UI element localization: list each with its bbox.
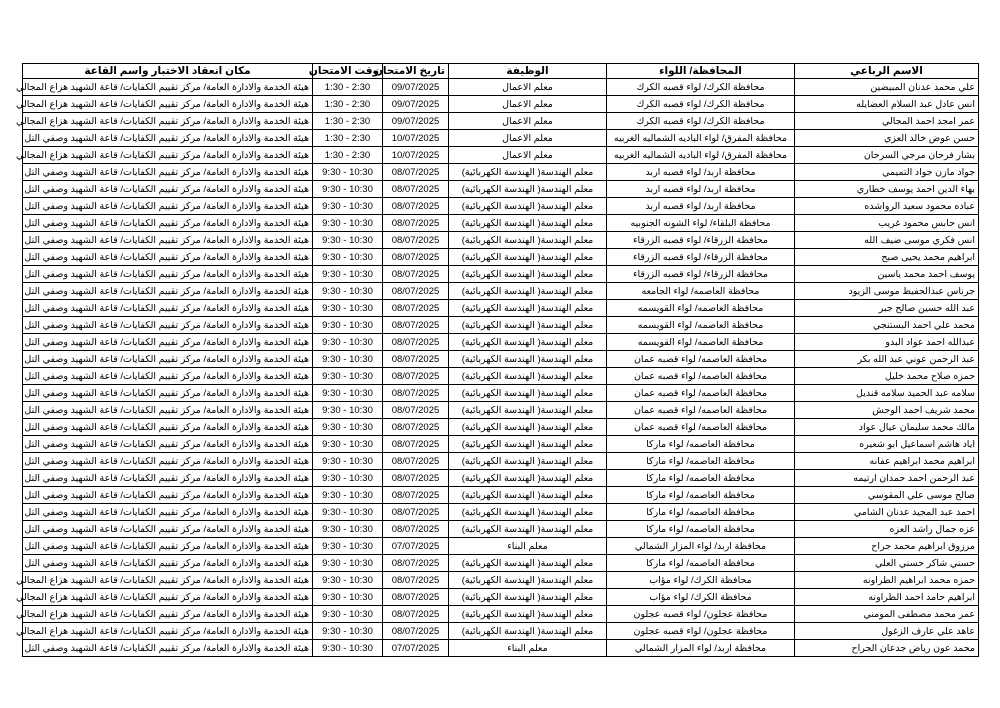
cell-date: 08/07/2025 bbox=[383, 487, 449, 504]
cell-name: حسني شاكر حسني العلي bbox=[795, 555, 979, 572]
table-row bbox=[23, 317, 979, 334]
cell-time: 9:30 - 10:30 bbox=[313, 521, 383, 538]
cell-governorate: محافظة العاصمه/ لواء ماركا bbox=[607, 487, 795, 504]
cell-name: مالك محمد سليمان عيال عواد bbox=[795, 419, 979, 436]
cell-date: 08/07/2025 bbox=[383, 385, 449, 402]
cell-place: هيئة الخدمة والادارة العامة/ مركز تقييم الكفايات/ قاعة الشهيد وصفي التل bbox=[23, 164, 313, 181]
table-row bbox=[23, 402, 979, 419]
cell-job: معلم الهندسة( الهندسة الكهربائية) bbox=[449, 317, 607, 334]
cell-name: ابراهيم محمد يحيى صبح bbox=[795, 249, 979, 266]
cell-date: 07/07/2025 bbox=[383, 538, 449, 555]
cell-governorate: محافظة العاصمه/ لواء ماركا bbox=[607, 470, 795, 487]
cell-name: انس عادل عبد السلام العضايله bbox=[795, 96, 979, 113]
cell-place: هيئة الخدمة والادارة العامة/ مركز تقييم الكفايات/ قاعة الشهيد وصفي التل bbox=[23, 538, 313, 555]
cell-date: 08/07/2025 bbox=[383, 436, 449, 453]
cell-time: 9:30 - 10:30 bbox=[313, 436, 383, 453]
cell-name: ابراهيم حامد احمد الطراونه bbox=[795, 589, 979, 606]
cell-job: معلم الاعمال bbox=[449, 113, 607, 130]
table-row bbox=[23, 555, 979, 572]
cell-place: هيئة الخدمة والادارة العامة/ مركز تقييم الكفايات/ قاعة الشهيد وصفي التل bbox=[23, 521, 313, 538]
cell-place: هيئة الخدمة والادارة العامة/ مركز تقييم الكفايات/ قاعة الشهيد وصفي التل bbox=[23, 232, 313, 249]
cell-job: معلم الهندسة( الهندسة الكهربائية) bbox=[449, 232, 607, 249]
cell-governorate: محافظة العاصمه/ لواء قصبه عمان bbox=[607, 368, 795, 385]
cell-name: عبدالله احمد عواد البدو bbox=[795, 334, 979, 351]
table-row bbox=[23, 572, 979, 589]
header-job: الوظيفة bbox=[449, 64, 607, 79]
cell-name: محمد علي احمد البستنجي bbox=[795, 317, 979, 334]
cell-place: هيئة الخدمة والادارة العامة/ مركز تقييم الكفايات/ قاعة الشهيد وصفي التل bbox=[23, 436, 313, 453]
cell-date: 08/07/2025 bbox=[383, 249, 449, 266]
cell-place: هيئة الخدمة والادارة العامة/ مركز تقييم الكفايات/ قاعة الشهيد هزاع المجالي bbox=[23, 113, 313, 130]
cell-job: معلم البناء bbox=[449, 640, 607, 657]
cell-place: هيئة الخدمة والادارة العامة/ مركز تقييم الكفايات/ قاعة الشهيد هزاع المجالي bbox=[23, 589, 313, 606]
cell-date: 08/07/2025 bbox=[383, 266, 449, 283]
cell-date: 08/07/2025 bbox=[383, 623, 449, 640]
header-date: تاريخ الامتحان bbox=[383, 64, 449, 79]
cell-date: 10/07/2025 bbox=[383, 130, 449, 147]
cell-time: 9:30 - 10:30 bbox=[313, 334, 383, 351]
cell-time: 9:30 - 10:30 bbox=[313, 283, 383, 300]
table-row bbox=[23, 640, 979, 657]
cell-time: 9:30 - 10:30 bbox=[313, 606, 383, 623]
cell-job: معلم الهندسة( الهندسة الكهربائية) bbox=[449, 198, 607, 215]
cell-name: انس حابس محمود غريب bbox=[795, 215, 979, 232]
table-row bbox=[23, 198, 979, 215]
cell-governorate: محافظة العاصمه/ لواء ماركا bbox=[607, 436, 795, 453]
cell-job: معلم الهندسة( الهندسة الكهربائية) bbox=[449, 215, 607, 232]
cell-job: معلم الهندسة( الهندسة الكهربائية) bbox=[449, 334, 607, 351]
cell-time: 9:30 - 10:30 bbox=[313, 385, 383, 402]
cell-date: 08/07/2025 bbox=[383, 334, 449, 351]
cell-job: معلم الهندسة( الهندسة الكهربائية) bbox=[449, 164, 607, 181]
table-row bbox=[23, 453, 979, 470]
cell-name: احمد عبد المجيد عدنان الشامي bbox=[795, 504, 979, 521]
cell-time: 9:30 - 10:30 bbox=[313, 249, 383, 266]
table-row bbox=[23, 334, 979, 351]
cell-time: 1:30 - 2:30 bbox=[313, 113, 383, 130]
cell-time: 9:30 - 10:30 bbox=[313, 623, 383, 640]
cell-name: يوسف احمد محمد ياسين bbox=[795, 266, 979, 283]
cell-governorate: محافظة الزرقاء/ لواء قصبه الزرقاء bbox=[607, 266, 795, 283]
cell-place: هيئة الخدمة والادارة العامة/ مركز تقييم الكفايات/ قاعة الشهيد وصفي التل bbox=[23, 283, 313, 300]
cell-job: معلم الهندسة( الهندسة الكهربائية) bbox=[449, 419, 607, 436]
cell-governorate: محافظة العاصمه/ لواء قصبه عمان bbox=[607, 402, 795, 419]
cell-date: 08/07/2025 bbox=[383, 504, 449, 521]
cell-time: 9:30 - 10:30 bbox=[313, 538, 383, 555]
cell-governorate: محافظة الكرك/ لواء قصبه الكرك bbox=[607, 96, 795, 113]
cell-place: هيئة الخدمة والادارة العامة/ مركز تقييم الكفايات/ قاعة الشهيد وصفي التل bbox=[23, 300, 313, 317]
cell-time: 9:30 - 10:30 bbox=[313, 504, 383, 521]
cell-name: ابراهيم محمد ابراهيم عفانه bbox=[795, 453, 979, 470]
cell-date: 08/07/2025 bbox=[383, 198, 449, 215]
cell-date: 08/07/2025 bbox=[383, 164, 449, 181]
cell-place: هيئة الخدمة والادارة العامة/ مركز تقييم الكفايات/ قاعة الشهيد وصفي التل bbox=[23, 181, 313, 198]
cell-time: 9:30 - 10:30 bbox=[313, 640, 383, 657]
cell-date: 07/07/2025 bbox=[383, 640, 449, 657]
cell-job: معلم البناء bbox=[449, 538, 607, 555]
cell-time: 9:30 - 10:30 bbox=[313, 215, 383, 232]
table-row bbox=[23, 351, 979, 368]
cell-job: معلم الهندسة( الهندسة الكهربائية) bbox=[449, 555, 607, 572]
cell-time: 9:30 - 10:30 bbox=[313, 589, 383, 606]
cell-time: 1:30 - 2:30 bbox=[313, 130, 383, 147]
cell-time: 9:30 - 10:30 bbox=[313, 198, 383, 215]
cell-name: محمد عون رياض جدعان الجراح bbox=[795, 640, 979, 657]
cell-date: 08/07/2025 bbox=[383, 300, 449, 317]
cell-time: 1:30 - 2:30 bbox=[313, 147, 383, 164]
cell-date: 10/07/2025 bbox=[383, 147, 449, 164]
table-row bbox=[23, 147, 979, 164]
cell-time: 9:30 - 10:30 bbox=[313, 419, 383, 436]
cell-name: انس فكري موسى ضيف الله bbox=[795, 232, 979, 249]
cell-place: هيئة الخدمة والادارة العامة/ مركز تقييم الكفايات/ قاعة الشهيد هزاع المجالي bbox=[23, 147, 313, 164]
table-row bbox=[23, 504, 979, 521]
cell-time: 9:30 - 10:30 bbox=[313, 453, 383, 470]
cell-date: 09/07/2025 bbox=[383, 96, 449, 113]
cell-date: 09/07/2025 bbox=[383, 113, 449, 130]
cell-job: معلم الهندسة( الهندسة الكهربائية) bbox=[449, 521, 607, 538]
cell-governorate: محافظة العاصمه/ لواء القويسمه bbox=[607, 300, 795, 317]
header-row bbox=[23, 64, 979, 79]
cell-time: 9:30 - 10:30 bbox=[313, 181, 383, 198]
cell-name: عمر امجد احمد المجالي bbox=[795, 113, 979, 130]
cell-job: معلم الاعمال bbox=[449, 96, 607, 113]
cell-name: بشار فرحان مرجي السرحان bbox=[795, 147, 979, 164]
cell-time: 1:30 - 2:30 bbox=[313, 96, 383, 113]
cell-place: هيئة الخدمة والادارة العامة/ مركز تقييم الكفايات/ قاعة الشهيد وصفي التل bbox=[23, 487, 313, 504]
cell-time: 9:30 - 10:30 bbox=[313, 351, 383, 368]
cell-job: معلم الهندسة( الهندسة الكهربائية) bbox=[449, 504, 607, 521]
table-body bbox=[15, 79, 979, 657]
header-time: وقت الامتحان bbox=[313, 64, 383, 79]
cell-date: 08/07/2025 bbox=[383, 232, 449, 249]
cell-date: 08/07/2025 bbox=[383, 453, 449, 470]
cell-date: 08/07/2025 bbox=[383, 555, 449, 572]
cell-date: 08/07/2025 bbox=[383, 470, 449, 487]
table-row bbox=[23, 300, 979, 317]
cell-name: صالح موسى علي المقوسي bbox=[795, 487, 979, 504]
table-row bbox=[23, 538, 979, 555]
cell-place: هيئة الخدمة والادارة العامة/ مركز تقييم الكفايات/ قاعة الشهيد وصفي التل bbox=[23, 385, 313, 402]
table-row bbox=[23, 79, 979, 96]
cell-place: هيئة الخدمة والادارة العامة/ مركز تقييم الكفايات/ قاعة الشهيد وصفي التل bbox=[23, 402, 313, 419]
cell-job: معلم الهندسة( الهندسة الكهربائية) bbox=[449, 351, 607, 368]
cell-governorate: محافظة اربد/ لواء قصبه اربد bbox=[607, 181, 795, 198]
cell-place: هيئة الخدمة والادارة العامة/ مركز تقييم الكفايات/ قاعة الشهيد وصفي التل bbox=[23, 555, 313, 572]
cell-date: 08/07/2025 bbox=[383, 215, 449, 232]
cell-time: 9:30 - 10:30 bbox=[313, 232, 383, 249]
cell-governorate: محافظة اربد/ لواء قصبه اربد bbox=[607, 198, 795, 215]
cell-name: جواد مازن جواد التميمي bbox=[795, 164, 979, 181]
cell-place: هيئة الخدمة والادارة العامة/ مركز تقييم الكفايات/ قاعة الشهيد وصفي التل bbox=[23, 368, 313, 385]
cell-place: هيئة الخدمة والادارة العامة/ مركز تقييم الكفايات/ قاعة الشهيد هزاع المجالي bbox=[23, 623, 313, 640]
cell-name: عبد الله حسين صالح جبر bbox=[795, 300, 979, 317]
cell-place: هيئة الخدمة والادارة العامة/ مركز تقييم الكفايات/ قاعة الشهيد هزاع المجالي bbox=[23, 96, 313, 113]
cell-governorate: محافظة اربد/ لواء المزار الشمالي bbox=[607, 538, 795, 555]
table-row bbox=[23, 368, 979, 385]
cell-governorate: محافظة العاصمه/ لواء ماركا bbox=[607, 453, 795, 470]
cell-governorate: محافظة العاصمه/ لواء قصبه عمان bbox=[607, 351, 795, 368]
cell-name: عبد الرحمن عوني عبد الله بكر bbox=[795, 351, 979, 368]
cell-date: 08/07/2025 bbox=[383, 283, 449, 300]
table-row bbox=[23, 96, 979, 113]
cell-job: معلم الهندسة( الهندسة الكهربائية) bbox=[449, 266, 607, 283]
cell-place: هيئة الخدمة والادارة العامة/ مركز تقييم الكفايات/ قاعة الشهيد هزاع المجالي bbox=[23, 606, 313, 623]
cell-governorate: محافظة العاصمه/ لواء قصبه عمان bbox=[607, 385, 795, 402]
cell-governorate: محافظة العاصمه/ لواء القويسمه bbox=[607, 317, 795, 334]
cell-place: هيئة الخدمة والادارة العامة/ مركز تقييم الكفايات/ قاعة الشهيد هزاع المجالي bbox=[23, 79, 313, 96]
cell-name: عزه جمال راشد العزه bbox=[795, 521, 979, 538]
cell-place: هيئة الخدمة والادارة العامة/ مركز تقييم الكفايات/ قاعة الشهيد وصفي التل bbox=[23, 317, 313, 334]
cell-time: 9:30 - 10:30 bbox=[313, 402, 383, 419]
table-row bbox=[23, 521, 979, 538]
cell-name: سلامه عبد الحميد سلامه قنديل bbox=[795, 385, 979, 402]
cell-place: هيئة الخدمة والادارة العامة/ مركز تقييم الكفايات/ قاعة الشهيد وصفي التل bbox=[23, 198, 313, 215]
header-place: مكان انعقاد الاختبار واسم القاعة bbox=[23, 64, 313, 79]
table-row bbox=[23, 419, 979, 436]
cell-place: هيئة الخدمة والادارة العامة/ مركز تقييم الكفايات/ قاعة الشهيد وصفي التل bbox=[23, 266, 313, 283]
cell-date: 08/07/2025 bbox=[383, 572, 449, 589]
cell-date: 08/07/2025 bbox=[383, 419, 449, 436]
cell-governorate: محافظة المفرق/ لواء الباديه الشماليه الغربيه bbox=[607, 147, 795, 164]
cell-place: هيئة الخدمة والادارة العامة/ مركز تقييم الكفايات/ قاعة الشهيد وصفي التل bbox=[23, 640, 313, 657]
cell-date: 08/07/2025 bbox=[383, 589, 449, 606]
cell-job: معلم الهندسة( الهندسة الكهربائية) bbox=[449, 300, 607, 317]
cell-governorate: محافظة الكرك/ لواء مؤاب bbox=[607, 572, 795, 589]
cell-job: معلم الهندسة( الهندسة الكهربائية) bbox=[449, 589, 607, 606]
header-governorate: المحافظة/ اللواء bbox=[607, 64, 795, 79]
cell-job: معلم الهندسة( الهندسة الكهربائية) bbox=[449, 453, 607, 470]
exam-schedule-table bbox=[15, 63, 979, 657]
cell-name: حمزه صلاح محمد خليل bbox=[795, 368, 979, 385]
cell-name: عمر محمد مصطفى المومني bbox=[795, 606, 979, 623]
cell-date: 08/07/2025 bbox=[383, 351, 449, 368]
table-row bbox=[23, 436, 979, 453]
table-row bbox=[23, 249, 979, 266]
cell-date: 09/07/2025 bbox=[383, 79, 449, 96]
table-row bbox=[23, 232, 979, 249]
cell-place: هيئة الخدمة والادارة العامة/ مركز تقييم الكفايات/ قاعة الشهيد هزاع المجالي bbox=[23, 572, 313, 589]
cell-place: هيئة الخدمة والادارة العامة/ مركز تقييم الكفايات/ قاعة الشهيد وصفي التل bbox=[23, 334, 313, 351]
cell-name: محمد شريف احمد الوحش bbox=[795, 402, 979, 419]
cell-name: حمزه محمد ابراهيم الطراونه bbox=[795, 572, 979, 589]
cell-place: هيئة الخدمة والادارة العامة/ مركز تقييم الكفايات/ قاعة الشهيد وصفي التل bbox=[23, 215, 313, 232]
cell-name: علي محمد عدنان المبيضين bbox=[795, 79, 979, 96]
cell-place: هيئة الخدمة والادارة العامة/ مركز تقييم الكفايات/ قاعة الشهيد وصفي التل bbox=[23, 504, 313, 521]
cell-job: معلم الهندسة( الهندسة الكهربائية) bbox=[449, 249, 607, 266]
cell-governorate: محافظة البلقاء/ لواء الشونه الجنوبيه bbox=[607, 215, 795, 232]
cell-time: 9:30 - 10:30 bbox=[313, 555, 383, 572]
table-header bbox=[23, 64, 979, 79]
cell-job: معلم الهندسة( الهندسة الكهربائية) bbox=[449, 402, 607, 419]
table-row bbox=[23, 130, 979, 147]
cell-job: معلم الهندسة( الهندسة الكهربائية) bbox=[449, 181, 607, 198]
cell-governorate: محافظة عجلون/ لواء قصبه عجلون bbox=[607, 623, 795, 640]
cell-governorate: محافظة العاصمه/ لواء ماركا bbox=[607, 521, 795, 538]
cell-place: هيئة الخدمة والادارة العامة/ مركز تقييم الكفايات/ قاعة الشهيد وصفي التل bbox=[23, 249, 313, 266]
cell-job: معلم الهندسة( الهندسة الكهربائية) bbox=[449, 436, 607, 453]
cell-name: اياد هاشم اسماعيل ابو شعيره bbox=[795, 436, 979, 453]
table-row bbox=[23, 606, 979, 623]
cell-name: عبد الرحمن احمد حمدان ارتيمه bbox=[795, 470, 979, 487]
cell-governorate: محافظة العاصمه/ لواء ماركا bbox=[607, 555, 795, 572]
cell-date: 08/07/2025 bbox=[383, 606, 449, 623]
cell-job: معلم الاعمال bbox=[449, 130, 607, 147]
cell-place: هيئة الخدمة والادارة العامة/ مركز تقييم الكفايات/ قاعة الشهيد وصفي التل bbox=[23, 419, 313, 436]
cell-name: عباده محمود سعيد الرواشده bbox=[795, 198, 979, 215]
cell-governorate: محافظة الكرك/ لواء قصبه الكرك bbox=[607, 79, 795, 96]
cell-governorate: محافظة اربد/ لواء قصبه اربد bbox=[607, 164, 795, 181]
cell-job: معلم الهندسة( الهندسة الكهربائية) bbox=[449, 606, 607, 623]
cell-time: 9:30 - 10:30 bbox=[313, 300, 383, 317]
cell-date: 08/07/2025 bbox=[383, 521, 449, 538]
cell-time: 9:30 - 10:30 bbox=[313, 266, 383, 283]
table-row bbox=[23, 589, 979, 606]
cell-governorate: محافظة اربد/ لواء المزار الشمالي bbox=[607, 640, 795, 657]
cell-governorate: محافظة العاصمه/ لواء قصبه عمان bbox=[607, 419, 795, 436]
cell-job: معلم الاعمال bbox=[449, 79, 607, 96]
cell-job: معلم الهندسة( الهندسة الكهربائية) bbox=[449, 572, 607, 589]
cell-place: هيئة الخدمة والادارة العامة/ مركز تقييم الكفايات/ قاعة الشهيد وصفي التل bbox=[23, 351, 313, 368]
cell-place: هيئة الخدمة والادارة العامة/ مركز تقييم الكفايات/ قاعة الشهيد وصفي التل bbox=[23, 470, 313, 487]
table-row bbox=[23, 487, 979, 504]
cell-governorate: محافظة عجلون/ لواء قصبه عجلون bbox=[607, 606, 795, 623]
header-name: الاسم الرباعي bbox=[795, 64, 979, 79]
cell-governorate: محافظة الزرقاء/ لواء قصبه الزرقاء bbox=[607, 249, 795, 266]
cell-date: 08/07/2025 bbox=[383, 368, 449, 385]
cell-job: معلم الهندسة( الهندسة الكهربائية) bbox=[449, 283, 607, 300]
cell-time: 9:30 - 10:30 bbox=[313, 487, 383, 504]
cell-date: 08/07/2025 bbox=[383, 317, 449, 334]
cell-job: معلم الهندسة( الهندسة الكهربائية) bbox=[449, 487, 607, 504]
cell-date: 08/07/2025 bbox=[383, 402, 449, 419]
cell-time: 9:30 - 10:30 bbox=[313, 470, 383, 487]
cell-job: معلم الهندسة( الهندسة الكهربائية) bbox=[449, 368, 607, 385]
table-row bbox=[23, 266, 979, 283]
cell-job: معلم الهندسة( الهندسة الكهربائية) bbox=[449, 623, 607, 640]
table-row bbox=[23, 113, 979, 130]
cell-time: 9:30 - 10:30 bbox=[313, 164, 383, 181]
cell-job: معلم الهندسة( الهندسة الكهربائية) bbox=[449, 470, 607, 487]
cell-time: 9:30 - 10:30 bbox=[313, 572, 383, 589]
cell-governorate: محافظة الكرك/ لواء قصبه الكرك bbox=[607, 113, 795, 130]
cell-date: 08/07/2025 bbox=[383, 181, 449, 198]
cell-job: معلم الهندسة( الهندسة الكهربائية) bbox=[449, 385, 607, 402]
table-row bbox=[23, 181, 979, 198]
table-row bbox=[23, 385, 979, 402]
table-row bbox=[23, 283, 979, 300]
table-row bbox=[23, 215, 979, 232]
cell-name: بهاء الدين احمد يوسف خطاري bbox=[795, 181, 979, 198]
cell-name: مرزوق ابراهيم محمد جراح bbox=[795, 538, 979, 555]
cell-job: معلم الاعمال bbox=[449, 147, 607, 164]
cell-time: 1:30 - 2:30 bbox=[313, 79, 383, 96]
cell-time: 9:30 - 10:30 bbox=[313, 317, 383, 334]
cell-name: جرناس عبدالحفيظ موسى الزيود bbox=[795, 283, 979, 300]
cell-place: هيئة الخدمة والادارة العامة/ مركز تقييم الكفايات/ قاعة الشهيد وصفي التل bbox=[23, 130, 313, 147]
table-row bbox=[23, 623, 979, 640]
cell-governorate: محافظة العاصمه/ لواء الجامعه bbox=[607, 283, 795, 300]
cell-governorate: محافظة الزرقاء/ لواء قصبه الزرقاء bbox=[607, 232, 795, 249]
table-row bbox=[23, 164, 979, 181]
cell-governorate: محافظة العاصمه/ لواء ماركا bbox=[607, 504, 795, 521]
cell-name: عاهد علي عارف الزغول bbox=[795, 623, 979, 640]
table-row bbox=[23, 470, 979, 487]
cell-governorate: محافظة المفرق/ لواء الباديه الشماليه الغربيه bbox=[607, 130, 795, 147]
cell-place: هيئة الخدمة والادارة العامة/ مركز تقييم الكفايات/ قاعة الشهيد وصفي التل bbox=[23, 453, 313, 470]
cell-governorate: محافظة العاصمه/ لواء القويسمه bbox=[607, 334, 795, 351]
cell-name: حسن عوض خالد العزي bbox=[795, 130, 979, 147]
cell-governorate: محافظة الكرك/ لواء مؤاب bbox=[607, 589, 795, 606]
cell-time: 9:30 - 10:30 bbox=[313, 368, 383, 385]
